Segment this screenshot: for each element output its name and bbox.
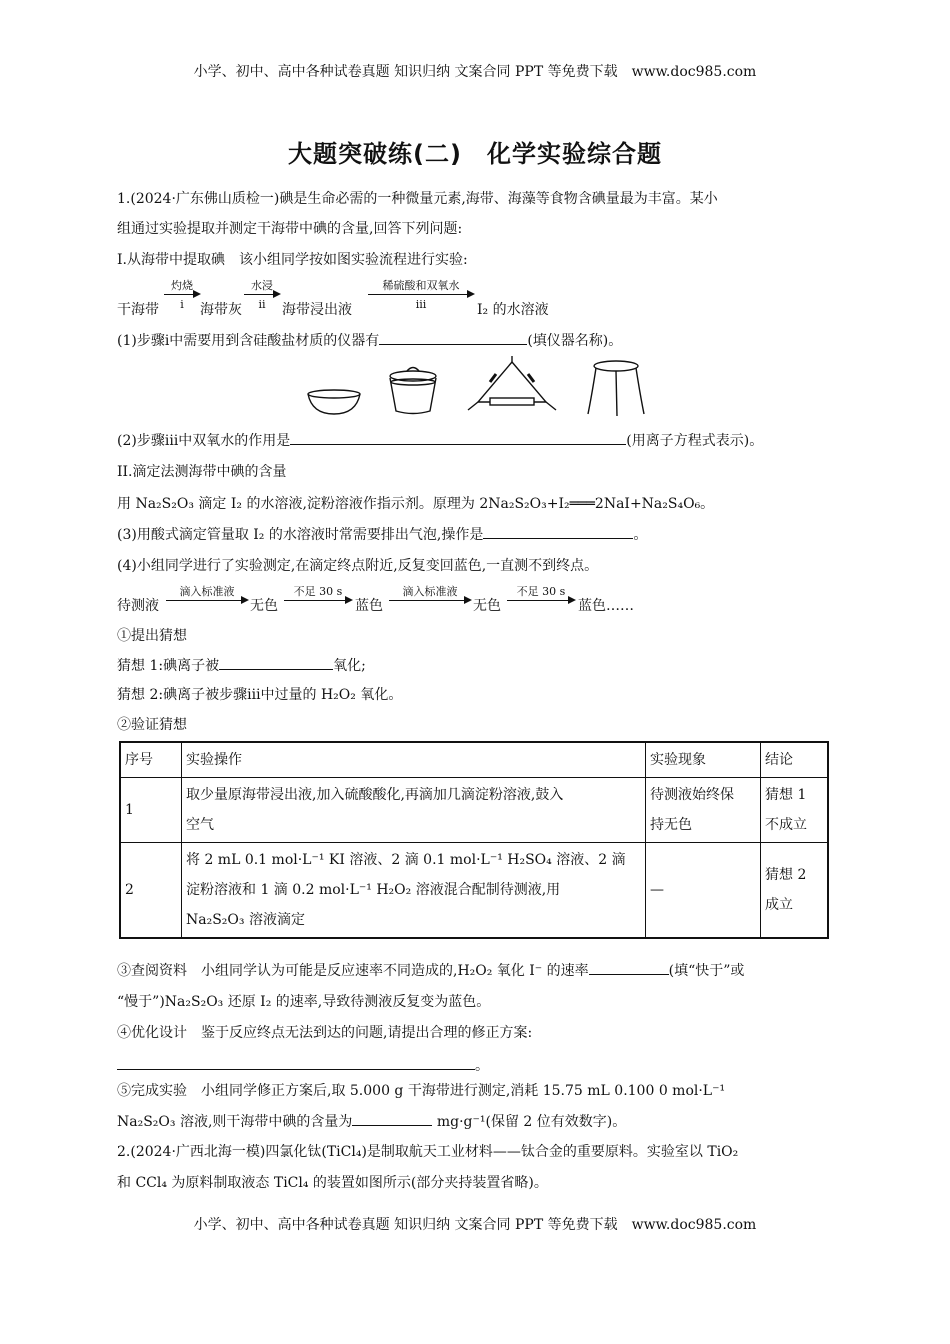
flow-step-dry-kelp: 干海带	[117, 302, 159, 318]
answer-blank-2[interactable]	[290, 430, 626, 445]
flow2-blue-1: 蓝色	[355, 598, 383, 614]
answer-blank-6[interactable]	[117, 1055, 475, 1070]
flow2-arrow-1-label: 滴入标准液	[179, 585, 235, 598]
answer-blank-1[interactable]	[379, 330, 527, 345]
flow2-colorless-1: 无色	[250, 598, 278, 614]
row-conclusion: 猜想 2 成立	[761, 843, 829, 939]
flow2-arrow-1	[166, 583, 248, 607]
complete-experiment-line2: Na₂S₂O₃ 溶液,则干海带中碘的含量为 mg·g⁻¹(保留 2 位有效数字)。	[117, 1111, 626, 1131]
flow2-arrow-3	[389, 583, 471, 607]
verification-table	[119, 741, 829, 939]
answer-blank-4[interactable]	[219, 655, 333, 670]
flow2-blue-2: 蓝色……	[578, 598, 634, 614]
row-conclusion: 猜想 1 不成立	[761, 778, 829, 843]
question-1-4: (4)小组同学进行了实验测定,在滴定终点附近,反复变回蓝色,一直测不到终点。	[117, 558, 599, 574]
flow-step-leachate: 海带浸出液	[282, 302, 352, 318]
flow-step-iodine-solution: I₂ 的水溶液	[477, 302, 549, 318]
answer-blank-3[interactable]	[483, 524, 633, 539]
flow-step-kelp-ash: 海带灰	[200, 302, 242, 318]
row-operation: 取少量原海带浸出液,加入硫酸酸化,再滴加几滴淀粉溶液,鼓入 空气	[182, 778, 646, 843]
page-header: 小学、初中、高中各种试卷真题 知识归纳 文案合同 PPT 等免费下载 www.doc985.com	[193, 64, 757, 80]
q2-line1: 2.(2024·广西北海一模)四氯化钛(TiCl₄)是制取航天工业材料——钛合金的重要原料。实验室以 TiO₂	[117, 1144, 739, 1160]
research-line2: “慢于”)Na₂S₂O₃ 还原 I₂ 的速率,导致待测液反复变为蓝色。	[117, 994, 491, 1010]
table-header: 序号	[120, 742, 182, 778]
flow2-arrow-2-label: 不足 30 s	[293, 585, 343, 598]
hypothesis-1: 猜想 1:碘离子被 氧化;	[117, 655, 366, 675]
part-i-heading: I.从海带中提取碘 该小组同学按如图实验流程进行实验:	[117, 252, 468, 268]
question-1-1: (1)步骤ⅰ中需要用到含硅酸盐材质的仪器有 (填仪器名称)。	[117, 330, 622, 350]
optimize-design: ④优化设计 鉴于反应终点无法到达的问题,请提出合理的修正方案:	[117, 1025, 533, 1041]
answer-blank-5[interactable]	[589, 960, 669, 975]
hypothesis-heading: ①提出猜想	[117, 628, 187, 644]
flow-arrow-3	[368, 277, 474, 311]
table-row	[120, 778, 828, 843]
row-phenomenon: —	[646, 843, 761, 939]
clay-triangle-icon	[468, 356, 556, 410]
flow-arrow-3-step: ⅲ	[415, 298, 427, 311]
question-1-2: (2)步骤ⅲ中双氧水的作用是 (用离子方程式表示)。	[117, 430, 763, 450]
answer-blank-7[interactable]	[352, 1111, 432, 1126]
row-number: 1	[120, 778, 182, 843]
flow-arrow-2-step: ⅱ	[258, 298, 266, 311]
flow-arrow-1	[164, 277, 200, 311]
flow-arrow-3-label: 稀硫酸和双氧水	[382, 279, 460, 292]
table-header: 结论	[761, 742, 829, 778]
row-phenomenon: 待测液始终保 持无色	[646, 778, 761, 843]
flow2-arrow-4-label: 不足 30 s	[516, 585, 566, 598]
flow-arrow-2	[244, 277, 280, 311]
complete-experiment-line1: ⑤完成实验 小组同学修正方案后,取 5.000 g 干海带进行测定,消耗 15.75 mL 0.100 0 mol·L⁻¹	[117, 1083, 726, 1099]
row-number: 2	[120, 843, 182, 939]
q1-intro-line1: 1.(2024·广东佛山质检一)碘是生命必需的一种微量元素,海带、海藻等食物含碘量最为丰富。某小	[117, 191, 718, 207]
flow-arrow-1-label: 灼烧	[171, 279, 193, 292]
flow2-colorless-2: 无色	[473, 598, 501, 614]
page-footer: 小学、初中、高中各种试卷真题 知识归纳 文案合同 PPT 等免费下载 www.doc985.com	[193, 1217, 757, 1233]
crucible-icon	[390, 368, 436, 414]
research-line1: ③查阅资料 小组同学认为可能是反应速率不同造成的,H₂O₂ 氧化 I⁻ 的速率 (填“快于”或	[117, 960, 744, 980]
verify-heading: ②验证猜想	[117, 717, 187, 733]
q2-line2: 和 CCl₄ 为原料制取液态 TiCl₄ 的装置如图所示(部分夹持装置省略)。	[117, 1175, 548, 1191]
part-ii-heading: II.滴定法测海带中碘的含量	[117, 464, 287, 480]
table-header-row	[120, 742, 828, 778]
question-1-3: (3)用酸式滴定管量取 I₂ 的水溶液时常需要排出气泡,操作是 。	[117, 524, 647, 544]
flow-arrow-1-step: ⅰ	[180, 298, 184, 311]
tripod-icon	[588, 361, 644, 416]
table-header: 实验现象	[646, 742, 761, 778]
flow-arrow-2-label: 水浸	[251, 279, 273, 292]
evaporating-dish-icon	[308, 390, 360, 414]
optimize-answer-line: 。	[117, 1055, 489, 1075]
flow2-test-solution: 待测液	[117, 598, 159, 614]
flow2-arrow-4	[507, 583, 575, 607]
flow2-arrow-2	[284, 583, 352, 607]
table-row	[120, 843, 828, 939]
titration-method: 用 Na₂S₂O₃ 滴定 I₂ 的水溶液,淀粉溶液作指示剂。原理为 2Na₂S₂O₃+I₂═══2NaI+Na₂S₄O₆。	[117, 496, 715, 512]
flow2-arrow-3-label: 滴入标准液	[402, 585, 458, 598]
hypothesis-2: 猜想 2:碘离子被步骤ⅲ中过量的 H₂O₂ 氧化。	[117, 687, 403, 703]
table-header: 实验操作	[182, 742, 646, 778]
page-title: 大题突破练(二) 化学实验综合题	[288, 140, 662, 168]
apparatus-figure	[300, 356, 650, 420]
row-operation: 将 2 mL 0.1 mol·L⁻¹ KI 溶液、2 滴 0.1 mol·L⁻¹ H₂SO₄ 溶液、2 滴 淀粉溶液和 1 滴 0.2 mol·L⁻¹ H₂O₂ 溶液混合配制待测液,用 Na₂S₂O₃ 溶液滴定	[182, 843, 646, 939]
q1-intro-line2: 组通过实验提取并测定干海带中碘的含量,回答下列问题:	[117, 221, 463, 237]
